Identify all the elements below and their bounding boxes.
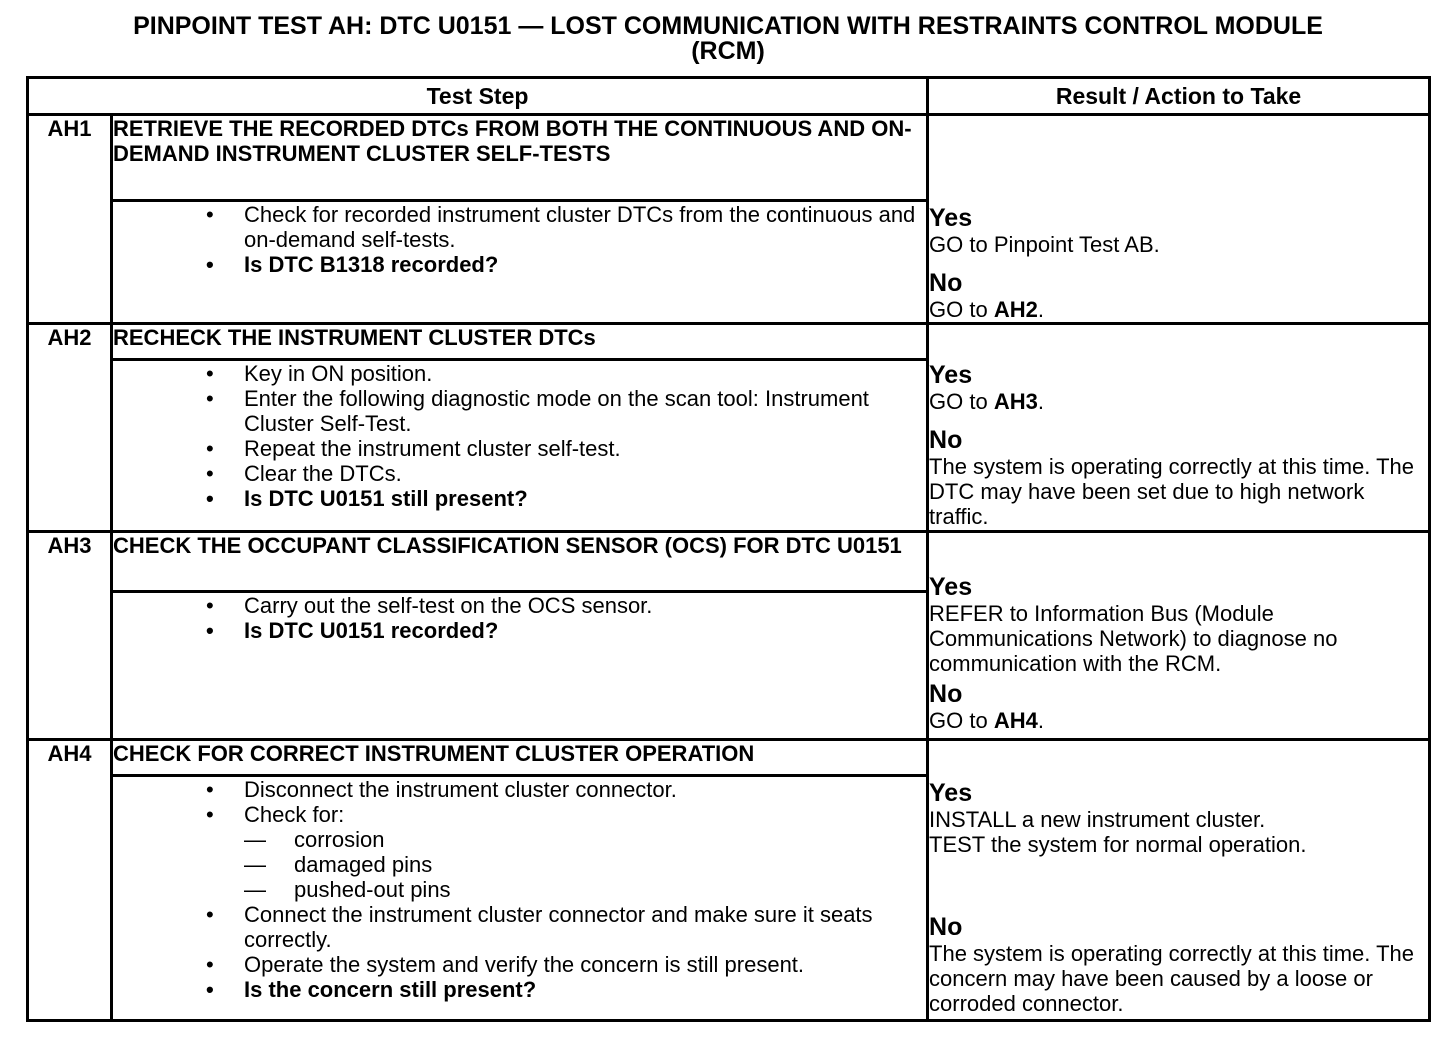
step-heading: RETRIEVE THE RECORDED DTCs FROM BOTH THE CONTINUOUS AND ON-DEMAND INSTRUMENT CLUSTER SELF-TESTS bbox=[112, 115, 928, 201]
list-item: • Operate the system and verify the concern is still present. bbox=[113, 952, 926, 977]
step-code: AH1 bbox=[28, 115, 112, 324]
no-label: No bbox=[929, 269, 963, 297]
yes-label: Yes bbox=[929, 573, 973, 601]
yes-label: Yes bbox=[929, 779, 973, 807]
step-question: • Is DTC B1318 recorded? bbox=[113, 252, 926, 277]
step-heading: CHECK FOR CORRECT INSTRUMENT CLUSTER OPERATION bbox=[112, 740, 928, 776]
list-item: • Carry out the self-test on the OCS sensor. bbox=[113, 593, 926, 618]
step-instructions bbox=[112, 360, 928, 532]
step-heading-row bbox=[28, 740, 1430, 776]
no-label: No bbox=[929, 426, 963, 454]
title-line-1: PINPOINT TEST AH: DTC U0151 — LOST COMMUNICATION WITH RESTRAINTS CONTROL MODULE bbox=[133, 12, 1323, 40]
result-cell bbox=[928, 115, 1430, 324]
list-item: • Enter the following diagnostic mode on the scan tool: Instrument Cluster Self-Test. bbox=[113, 386, 926, 436]
header-test-step: Test Step bbox=[28, 78, 928, 115]
sub-list-item: — damaged pins bbox=[113, 852, 926, 877]
step-instructions bbox=[112, 592, 928, 740]
yes-action: GO to AH3. bbox=[929, 389, 1044, 414]
yes-action: GO to Pinpoint Test AB. bbox=[929, 232, 1160, 257]
no-label: No bbox=[929, 680, 963, 708]
no-action: The system is operating correctly at this time. The concern may have been caused by a loose or corroded connector. bbox=[929, 941, 1415, 1016]
title-line-2: (RCM) bbox=[691, 37, 765, 65]
step-code: AH2 bbox=[28, 324, 112, 532]
step-code: AH4 bbox=[28, 740, 112, 1021]
yes-action: INSTALL a new instrument cluster. bbox=[929, 807, 1266, 832]
list-item: • Check for: bbox=[113, 802, 926, 827]
list-item: • Repeat the instrument cluster self-test. bbox=[113, 436, 926, 461]
yes-label: Yes bbox=[929, 204, 973, 232]
step-instructions bbox=[112, 776, 928, 1021]
list-item: • Key in ON position. bbox=[113, 361, 926, 386]
result-cell bbox=[928, 324, 1430, 532]
list-item: • Check for recorded instrument cluster DTCs from the continuous and on-demand self-tests. bbox=[113, 202, 926, 252]
no-action: GO to AH2. bbox=[929, 297, 1044, 322]
result-cell bbox=[928, 740, 1430, 1021]
yes-action: TEST the system for normal operation. bbox=[929, 832, 1307, 857]
step-code: AH3 bbox=[28, 532, 112, 740]
yes-label: Yes bbox=[929, 361, 973, 389]
pinpoint-test-table bbox=[26, 76, 1431, 1022]
sub-list-item: — corrosion bbox=[113, 827, 926, 852]
page-title bbox=[26, 14, 1430, 64]
step-heading: RECHECK THE INSTRUMENT CLUSTER DTCs bbox=[112, 324, 928, 360]
no-action: GO to AH4. bbox=[929, 708, 1044, 733]
step-heading: CHECK THE OCCUPANT CLASSIFICATION SENSOR (OCS) FOR DTC U0151 bbox=[112, 532, 928, 592]
yes-action: REFER to Information Bus (Module Communications Network) to diagnose no communication with the RCM. bbox=[929, 601, 1338, 676]
step-heading-row bbox=[28, 324, 1430, 360]
step-instructions bbox=[112, 201, 928, 324]
no-label: No bbox=[929, 913, 963, 941]
no-action: The system is operating correctly at this time. The DTC may have been set due to high network traffic. bbox=[929, 454, 1415, 529]
header-result: Result / Action to Take bbox=[928, 78, 1430, 115]
step-heading-row bbox=[28, 115, 1430, 201]
header-row bbox=[28, 78, 1430, 115]
list-item: • Connect the instrument cluster connector and make sure it seats correctly. bbox=[113, 902, 926, 952]
list-item: • Clear the DTCs. bbox=[113, 461, 926, 486]
step-question: • Is the concern still present? bbox=[113, 977, 926, 1002]
list-item: • Disconnect the instrument cluster connector. bbox=[113, 777, 926, 802]
step-question: • Is DTC U0151 recorded? bbox=[113, 618, 926, 643]
sub-list-item: — pushed-out pins bbox=[113, 877, 926, 902]
result-cell bbox=[928, 532, 1430, 740]
step-question: • Is DTC U0151 still present? bbox=[113, 486, 926, 511]
step-heading-row bbox=[28, 532, 1430, 592]
